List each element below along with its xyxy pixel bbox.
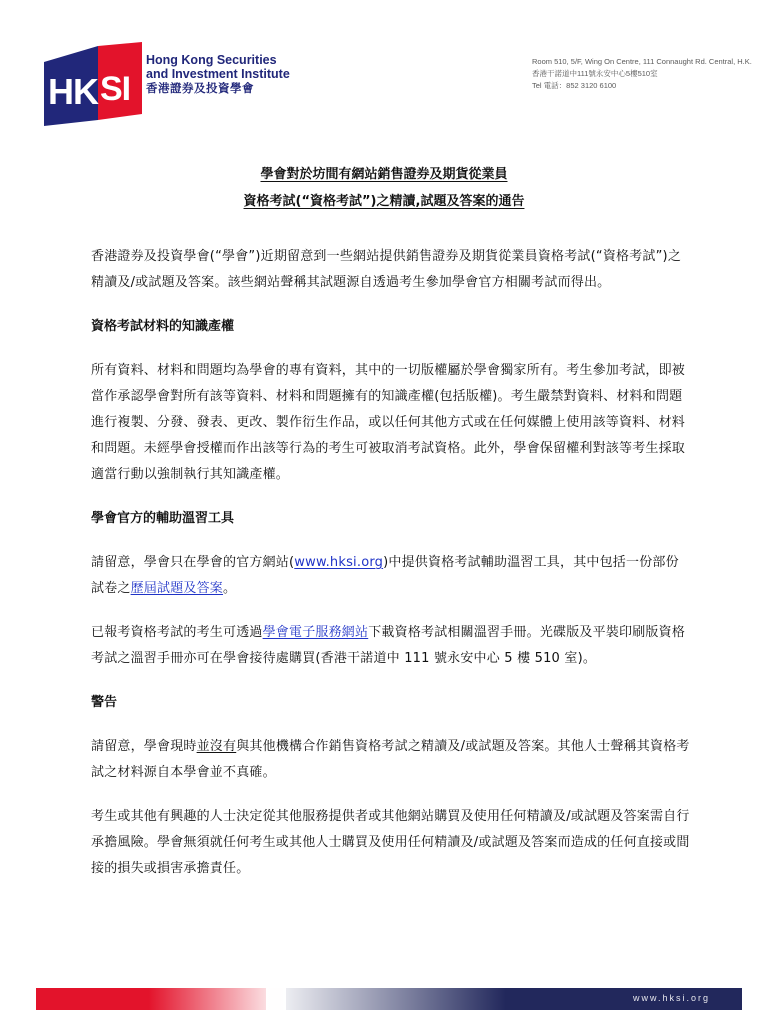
tools-paragraph-1 [91, 550, 691, 602]
notice-title-line1: 學會對於坊間有網站銷售證券及期貨從業員 [260, 167, 508, 182]
warning-p1-underlined: 並沒有 [196, 739, 237, 754]
warning-paragraph-2: 考生或其他有興趣的人士決定從其他服務提供者或其他網站購買及使用任何精讀及/或試題及答案需自行承擔風險。學會無須就任何考生或其他人士購買及使用任何精讀及/或試題及答案而造成的任何直接或間接的損失或損害承擔責任。 [91, 809, 690, 876]
telephone: Tel 電話：852 3120 6100 [532, 81, 617, 90]
tools-section-heading: 學會官方的輔助溫習工具 [91, 511, 235, 526]
hksi-website-link[interactable]: www.hksi.org [294, 555, 384, 570]
logo-names [146, 53, 306, 96]
e-services-link[interactable]: 學會電子服務網站 [262, 625, 369, 640]
svg-text:SI: SI [100, 70, 131, 108]
ip-section-heading: 資格考試材料的知識產權 [91, 319, 235, 334]
warning-p1-text-b: 與其他機構合作銷售資格考試之精讀及/或試題及答案。其他人士聲稱其資格考試之材料源自本學會並不真確。 [91, 739, 690, 780]
notice-body [91, 244, 691, 900]
tools-p1-text-c: 。 [223, 581, 237, 596]
hksi-logo-mark [38, 42, 142, 126]
logo-name-zh: 香港證券及投資學會 [146, 81, 254, 95]
footer-gradient [266, 988, 506, 1010]
hksi-logo [38, 42, 298, 126]
footer-url[interactable]: www.hksi.org [632, 993, 710, 1003]
warning-section-heading: 警告 [91, 695, 118, 710]
intro-paragraph: 香港證券及投資學會(“學會”)近期留意到一些網站提供銷售證券及期貨從業員資格考試(“資格考試”)之精讀及/或試題及答案。該些網站聲稱其試題源自透過考生參加學會官方相關考試而得出。 [91, 249, 682, 290]
warning-paragraph-1 [91, 734, 691, 786]
past-papers-link[interactable]: 歷屆試題及答案 [130, 581, 224, 596]
tools-p1-text-b: )中提供資格考試輔助溫習工具，其中包括一份部份試卷之 [91, 555, 679, 596]
svg-text:HK: HK [48, 71, 98, 112]
tools-p2-text-b: 下載資格考試相關溫習手冊。光碟版及平裝印刷版資格考試之溫習手冊亦可在學會接待處購買(香港干諾道中 111 號永安中心 5 樓 510 室)。 [91, 625, 686, 666]
logo-name-en-line1: Hong Kong Securities [146, 53, 277, 67]
address-zh: 香港干諾道中111號永安中心5樓510室 [532, 69, 658, 78]
ip-section-paragraph: 所有資料、材料和問題均為學會的專有資料，其中的一切版權屬於學會獨家所有。考生參加考試，即被當作承認學會對所有該等資料、材料和問題擁有的知識產權(包括版權)。考生嚴禁對資料、材料和問題進行複製、分發、發表、更改、製作衍生作品，或以任何其他方式或在任何媒體上使用該等資料、材料和問題。未經學會授權而作出該等行為的考生可被取消考試資格。此外，學會保留權利對該等考生採取適當行動以強制執行其知識產權。 [91, 363, 686, 482]
notice-title [0, 161, 768, 215]
notice-title-line2: 資格考試(“資格考試”)之精讀,試題及答案的通告 [243, 194, 525, 209]
tools-paragraph-2 [91, 620, 691, 672]
footer-bar [36, 988, 742, 1010]
tools-p1-text-a: 請留意，學會只在學會的官方網站( [91, 555, 295, 570]
tools-p2-text-a: 已報考資格考試的考生可透過 [91, 625, 263, 640]
address-en: Room 510, 5/F, Wing On Centre, 111 Connaught Rd. Central, H.K. [532, 57, 752, 66]
footer-red-band [36, 988, 286, 1010]
warning-p1-text-a: 請留意，學會現時 [91, 739, 197, 754]
logo-name-en-line2: and Investment Institute [146, 67, 290, 81]
address-block [532, 56, 758, 92]
